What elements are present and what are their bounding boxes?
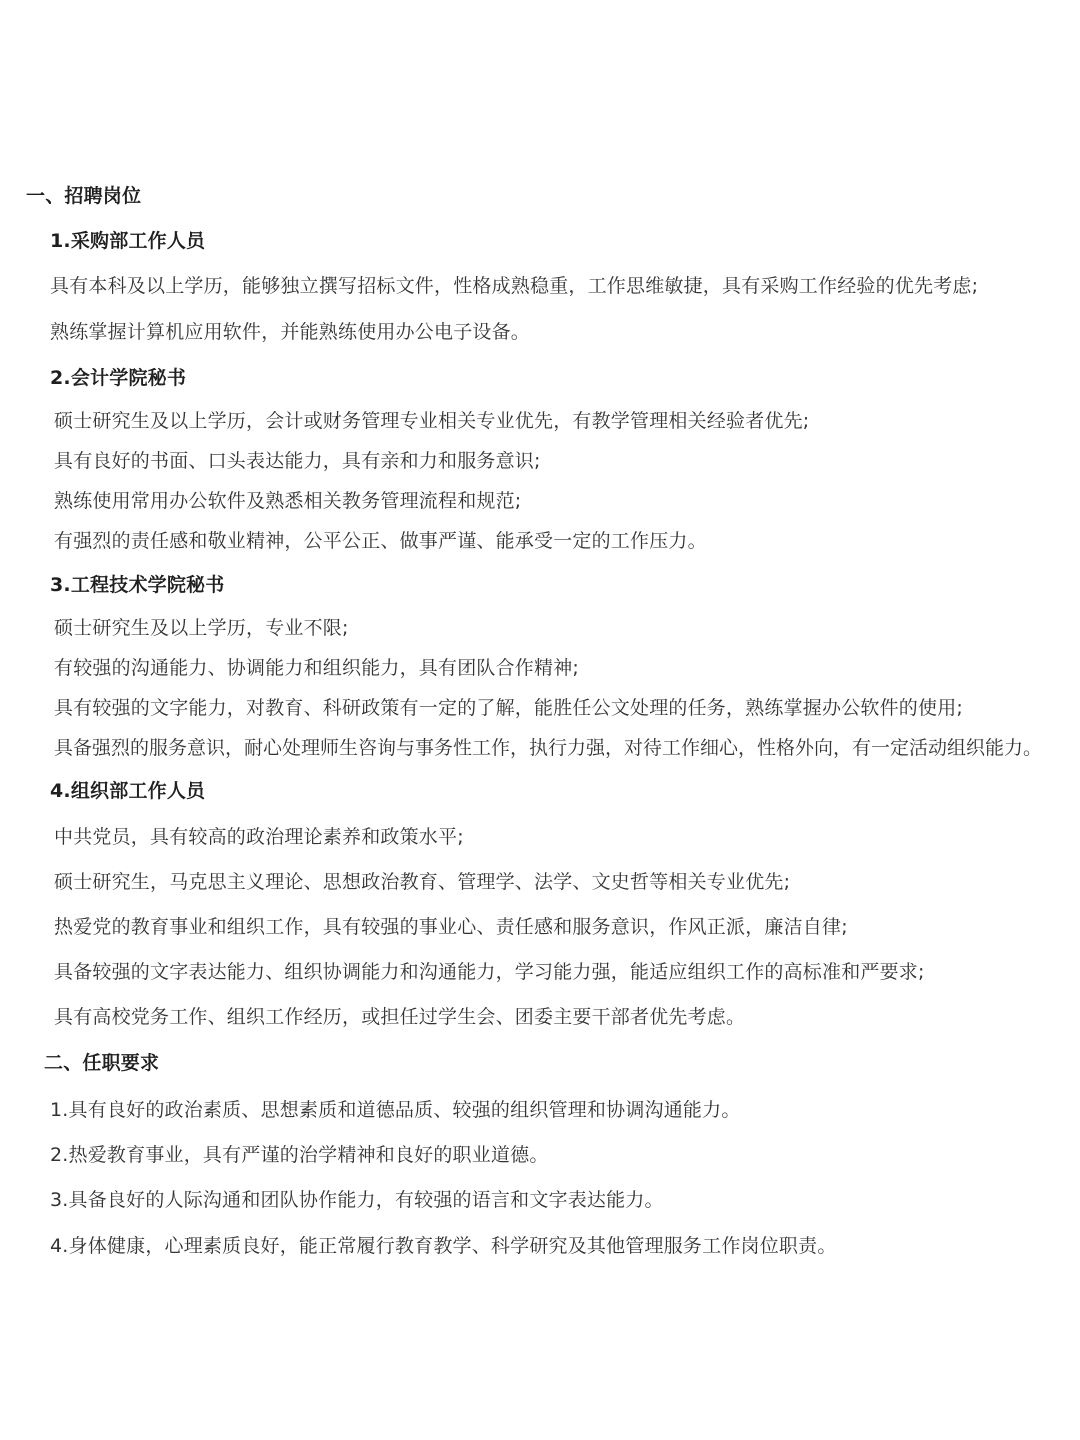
position-title-organization-staff: 4.组织部工作人员 [50,780,206,802]
requirement-item: 具有高校党务工作、组织工作经历，或担任过学生会、团委主要干部者优先考虑。 [54,1006,746,1028]
section-heading-job-requirements: 二、任职要求 [44,1052,160,1074]
requirement-item: 熟练掌握计算机应用软件，并能熟练使用办公电子设备。 [50,321,531,343]
requirement-item: 热爱党的教育事业和组织工作，具有较强的事业心、责任感和服务意识，作风正派，廉洁自律; [54,916,848,938]
requirement-item: 4.身体健康，心理素质良好，能正常履行教育教学、科学研究及其他管理服务工作岗位职责。 [50,1235,837,1257]
requirement-item: 熟练使用常用办公软件及熟悉相关教务管理流程和规范; [54,490,522,512]
requirement-item: 具有良好的书面、口头表达能力，具有亲和力和服务意识; [54,450,541,472]
requirement-item: 硕士研究生及以上学历，会计或财务管理专业相关专业优先，有教学管理相关经验者优先; [54,410,810,432]
requirement-item: 具有较强的文字能力，对教育、科研政策有一定的了解，能胜任公文处理的任务，熟练掌握办公软件的使用; [54,697,964,719]
requirement-item: 有强烈的责任感和敬业精神，公平公正、做事严谨、能承受一定的工作压力。 [54,530,707,552]
requirement-item: 3.具备良好的人际沟通和团队协作能力，有较强的语言和文字表达能力。 [50,1189,664,1211]
requirement-item: 硕士研究生及以上学历，专业不限; [54,617,349,639]
section-heading-recruitment-positions: 一、招聘岗位 [26,185,142,207]
requirement-item: 1.具有良好的政治素质、思想素质和道德品质、较强的组织管理和协调沟通能力。 [50,1099,741,1121]
requirement-item: 2.热爱教育事业，具有严谨的治学精神和良好的职业道德。 [50,1144,549,1166]
position-title-procurement: 1.采购部工作人员 [50,230,206,252]
position-title-engineering-secretary: 3.工程技术学院秘书 [50,574,225,596]
requirement-item: 中共党员，具有较高的政治理论素养和政策水平; [54,826,464,848]
requirement-item: 具备较强的文字表达能力、组织协调能力和沟通能力，学习能力强，能适应组织工作的高标准和严要求; [54,961,925,983]
requirement-item: 硕士研究生，马克思主义理论、思想政治教育、管理学、法学、文史哲等相关专业优先; [54,871,791,893]
requirement-item: 有较强的沟通能力、协调能力和组织能力，具有团队合作精神; [54,657,580,679]
position-title-accounting-secretary: 2.会计学院秘书 [50,367,187,389]
requirement-item: 具备强烈的服务意识，耐心处理师生咨询与事务性工作，执行力强，对待工作细心，性格外向，有一定活动组织能力。 [54,737,1043,759]
requirement-item: 具有本科及以上学历，能够独立撰写招标文件，性格成熟稳重，工作思维敏捷，具有采购工作经验的优先考虑; [50,275,979,297]
